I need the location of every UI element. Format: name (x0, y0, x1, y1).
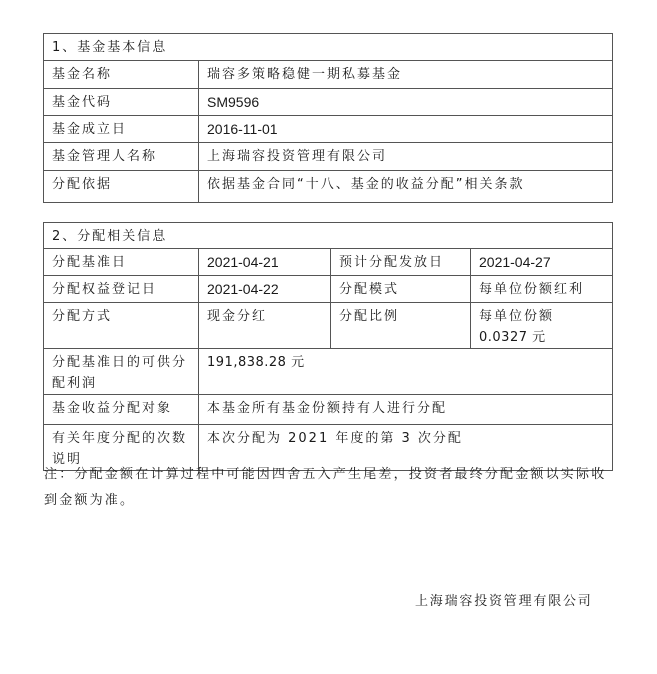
base-date-label: 分配基准日 (44, 249, 199, 276)
table-row (44, 61, 613, 89)
pay-date-value: 2021-04-27 (471, 249, 613, 276)
manager-name-label: 基金管理人名称 (44, 143, 199, 171)
base-date-value: 2021-04-21 (199, 249, 331, 276)
table-row (44, 249, 613, 276)
target-label: 基金收益分配对象 (44, 395, 199, 425)
record-date-value: 2021-04-22 (199, 276, 331, 303)
record-date-label: 分配权益登记日 (44, 276, 199, 303)
table-row (44, 143, 613, 171)
target-value: 本基金所有基金份额持有人进行分配 (199, 395, 613, 425)
ratio-value (471, 303, 613, 349)
table-row (44, 89, 613, 116)
distribution-basis-value: 依据基金合同“十八、基金的收益分配”相关条款 (199, 171, 613, 203)
fund-basic-info-table (43, 33, 613, 203)
distribution-info-table (43, 222, 613, 471)
table-row (44, 276, 613, 303)
table-row (44, 171, 613, 203)
table-row (44, 349, 613, 395)
profit-value: 191,838.28 元 (199, 349, 613, 395)
disclaimer-note: 注：分配金额在计算过程中可能因四舍五入产生尾差，投资者最终分配金额以实际收到金额为准。 (44, 467, 607, 508)
inception-date-value: 2016-11-01 (199, 116, 613, 143)
count-label: 有关年度分配的次数说明 (44, 425, 199, 471)
section2-title: 2、分配相关信息 (44, 223, 613, 249)
fund-code-value: SM9596 (199, 89, 613, 116)
ratio-label: 分配比例 (331, 303, 471, 349)
fund-name-value: 瑞容多策略稳健一期私募基金 (199, 61, 613, 89)
manager-name-value: 上海瑞容投资管理有限公司 (199, 143, 613, 171)
pay-date-label: 预计分配发放日 (331, 249, 471, 276)
table-row (44, 303, 613, 349)
mode-value: 每单位份额红利 (471, 276, 613, 303)
fund-code-label: 基金代码 (44, 89, 199, 116)
count-value: 本次分配为 2021 年度的第 3 次分配 (199, 425, 613, 471)
ratio-value-line1: 每单位份额 (479, 309, 555, 324)
signature-company: 上海瑞容投资管理有限公司 (415, 594, 593, 609)
fund-name-label: 基金名称 (44, 61, 199, 89)
inception-date-label: 基金成立日 (44, 116, 199, 143)
ratio-value-line2: 0.0327 元 (479, 330, 546, 345)
table-row (44, 116, 613, 143)
table-row (44, 395, 613, 425)
profit-label: 分配基准日的可供分配利润 (44, 349, 199, 395)
distribution-basis-label: 分配依据 (44, 171, 199, 203)
mode-label: 分配模式 (331, 276, 471, 303)
section1-title: 1、基金基本信息 (44, 34, 613, 61)
method-value: 现金分红 (199, 303, 331, 349)
method-label: 分配方式 (44, 303, 199, 349)
